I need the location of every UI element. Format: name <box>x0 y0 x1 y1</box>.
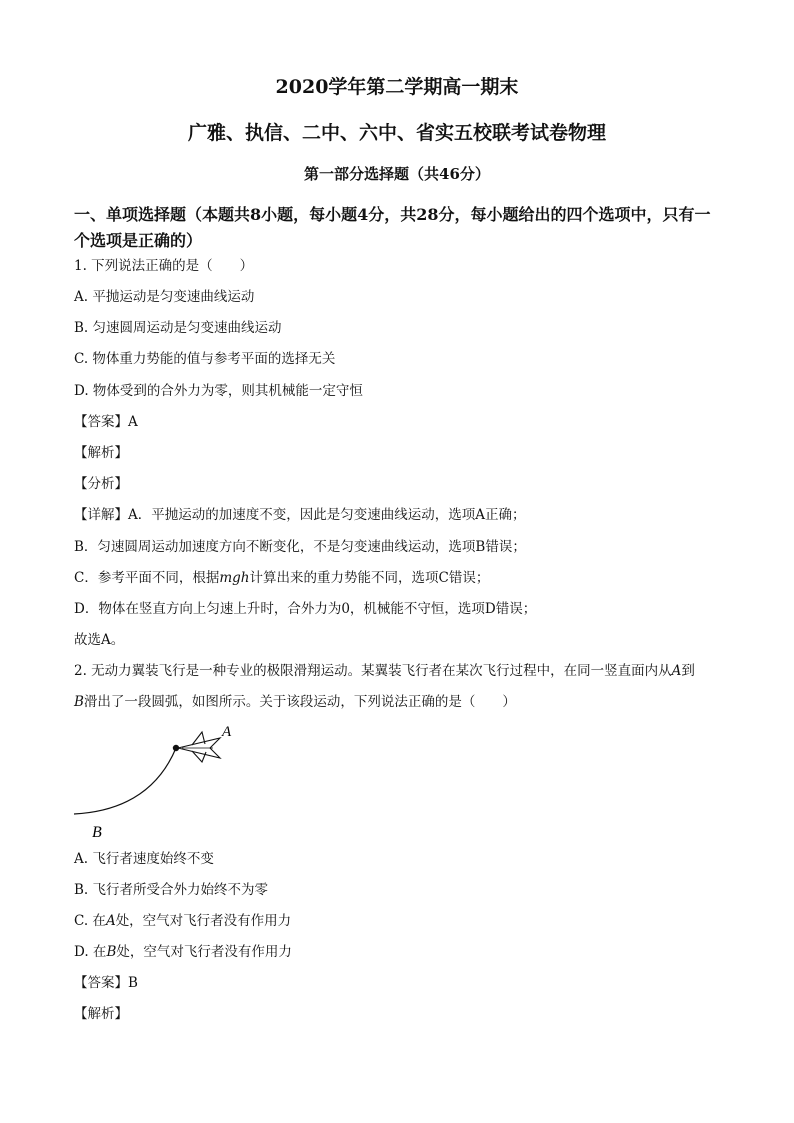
arc-path <box>74 748 176 814</box>
figure-label-b: B <box>92 824 102 841</box>
flight-arc-figure <box>70 718 250 843</box>
exam-title-line1: 2020学年第二学期高一期末 <box>275 76 519 98</box>
q1-answer: 【答案】A <box>74 414 138 430</box>
q2-option-c-point: A <box>105 913 116 929</box>
part-heading: 第一部分选择题（共46分） <box>304 165 490 183</box>
q1-detail-c-prefix: C．参考平面不同，根据 <box>74 570 220 586</box>
q2-stem-point-b: B <box>74 694 84 710</box>
q2-option-d-point: B <box>106 944 117 960</box>
q1-detail-b: B．匀速圆周运动加速度方向不断变化，不是匀变速曲线运动，选项B错误； <box>74 539 526 555</box>
figure-label-a: A <box>222 724 232 740</box>
q1-option-c: C. 物体重力势能的值与参考平面的选择无关 <box>74 351 336 367</box>
q1-analysis-label: 【解析】 <box>74 445 128 461</box>
q2-option-c-prefix: C. 在 <box>74 913 106 929</box>
q1-option-a: A. 平抛运动是匀变速曲线运动 <box>74 289 255 305</box>
q2-answer: 【答案】B <box>74 975 138 991</box>
q1-option-b: B. 匀速圆周运动是匀变速曲线运动 <box>74 320 282 336</box>
q2-stem-line1-end: 到 <box>681 663 695 679</box>
q2-stem-line2-text: 滑出了一段圆弧，如图所示。关于该段运动，下列说法正确的是（ ） <box>83 694 516 710</box>
q1-option-d: D. 物体受到的合外力为零，则其机械能一定守恒 <box>74 383 363 399</box>
q2-stem-line1 <box>74 662 695 680</box>
q2-stem-point-a: A <box>671 663 682 679</box>
q1-fenxi-label: 【分析】 <box>74 476 128 492</box>
q1-formula-mgh: mgh <box>219 570 250 586</box>
q1-stem: 1. 下列说法正确的是（ ） <box>74 258 254 274</box>
exam-title-line2: 广雅、执信、二中、六中、省实五校联考试卷物理 <box>187 122 606 144</box>
q2-analysis-label: 【解析】 <box>74 1006 128 1022</box>
q2-option-d-suffix: 处，空气对飞行者没有作用力 <box>116 944 292 960</box>
q2-stem-line2 <box>74 693 516 711</box>
wingsuit-flyer-icon <box>173 732 220 762</box>
q2-option-d-prefix: D. 在 <box>74 944 107 960</box>
q1-detail-c <box>74 569 489 587</box>
q1-detail-d: D．物体在竖直方向上匀速上升时，合外力为0，机械能不守恒，选项D错误； <box>74 601 537 617</box>
q1-detail-c-suffix: 计算出来的重力势能不同，选项C错误； <box>249 570 490 586</box>
q1-detail-a: 【详解】A．平抛运动的加速度不变，因此是匀变速曲线运动，选项A正确； <box>74 507 526 523</box>
section-heading: 一、单项选择题（本题共8小题，每小题4分，共28分，每小题给出的四个选项中，只有一个选项是正确的） <box>74 205 711 250</box>
q2-option-b: B. 飞行者所受合外力始终不为零 <box>74 882 269 898</box>
q2-option-c-suffix: 处，空气对飞行者没有作用力 <box>115 913 292 929</box>
q1-conclusion: 故选A。 <box>74 632 125 648</box>
q2-stem-line1-text: 2. 无动力翼装飞行是一种专业的极限滑翔运动。某翼装飞行者在某次飞行过程中，在同一竖直面内从 <box>74 663 672 679</box>
q2-option-c <box>74 912 291 930</box>
q2-option-a: A. 飞行者速度始终不变 <box>74 851 214 867</box>
q2-option-d <box>74 943 292 961</box>
